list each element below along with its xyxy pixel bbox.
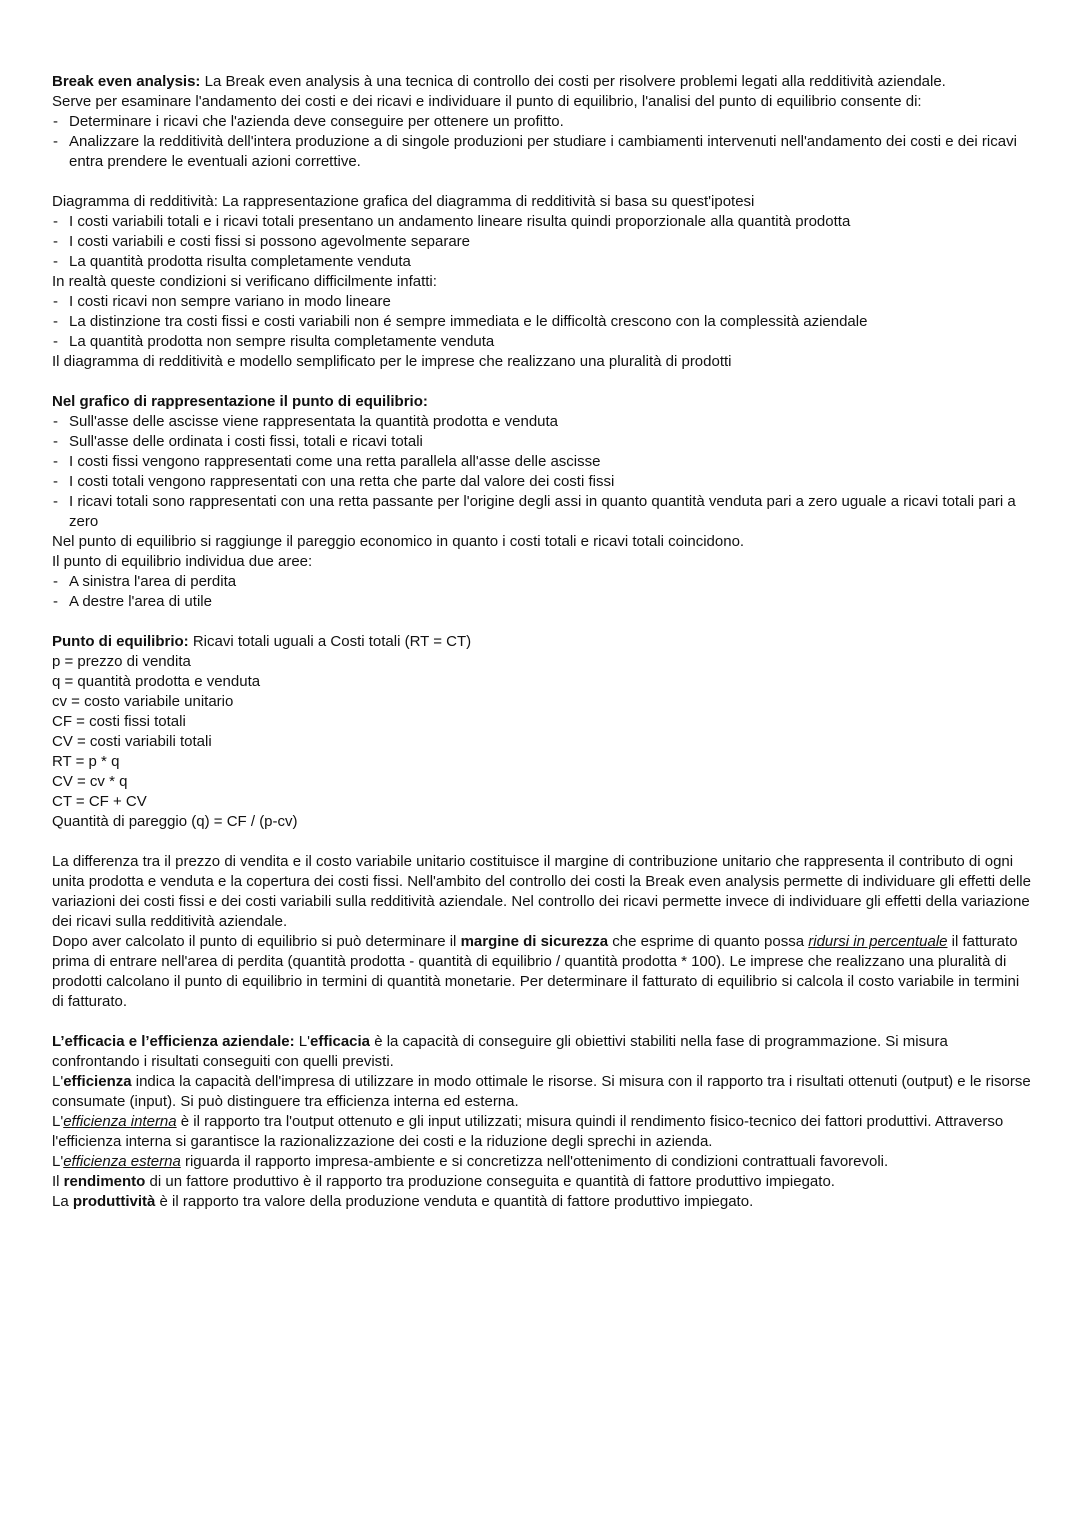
- paragraph: [52, 632, 1032, 652]
- bullet-item: [52, 332, 1032, 352]
- bullet-dash-icon: -: [53, 493, 58, 510]
- text: Serve per esaminare l'andamento dei costi e dei ricavi e individuare il punto di equilibrio, l'analisi del punto di equilibrio consente di:: [52, 93, 922, 110]
- paragraph: [52, 692, 1032, 712]
- text: CV = costi variabili totali: [52, 733, 212, 750]
- section-margine-contribuzione: [52, 852, 1032, 1012]
- bullet-dash-icon: -: [53, 473, 58, 490]
- bullet-item: [52, 452, 1032, 472]
- paragraph: [52, 552, 1032, 572]
- text: La quantità prodotta risulta completamente venduta: [69, 253, 411, 270]
- text: Sull'asse delle ascisse viene rappresentata la quantità prodotta e venduta: [69, 413, 559, 430]
- text: I costi totali vengono rappresentati con una retta che parte dal valore dei costi fissi: [69, 473, 615, 490]
- text: è il rapporto tra l'output ottenuto e gli input utilizzati; misura quindi il rendimento fisico-tecnico dei fattori produttivi. Attraverso l'efficienza interna si garantisce la razionalizzazione dei costi e la riduzione degli sprechi in azienda.: [52, 1113, 1004, 1150]
- bullet-item: [52, 312, 1032, 332]
- text: è il rapporto tra valore della produzione venduta e quantità di fattore produttivo impiegato.: [155, 1193, 754, 1210]
- paragraph: [52, 812, 1032, 832]
- bullet-dash-icon: -: [53, 413, 58, 430]
- text: L': [52, 1153, 64, 1170]
- bullet-dash-icon: -: [53, 253, 58, 270]
- text: Quantità di pareggio (q) = CF / (p-cv): [52, 813, 298, 830]
- paragraph: [52, 1192, 1032, 1212]
- bullet-dash-icon: -: [53, 213, 58, 230]
- text: indica la capacità dell'impresa di utilizzare in modo ottimale le risorse. Si misura con il rapporto tra i risultati ottenuti (output) e le risorse consumate (input). Si può distinguere tra efficienza interna ed esterna.: [52, 1073, 1031, 1110]
- text: Analizzare la redditività dell'intera produzione a di singole produzioni per studiare i cambiamenti intervenuti nell'andamento dei costi e dei ricavi entra prendere le eventuali azioni correttive.: [69, 133, 1017, 170]
- section-efficacia-efficienza: [52, 1032, 1032, 1212]
- paragraph: [52, 732, 1032, 752]
- paragraph: [52, 272, 1032, 292]
- text: cv = costo variabile unitario: [52, 693, 234, 710]
- text: Dopo aver calcolato il punto di equilibrio si può determinare il: [52, 933, 461, 950]
- bullet-dash-icon: -: [53, 593, 58, 610]
- text: Il punto di equilibrio individua due aree:: [52, 553, 313, 570]
- text: Determinare i ricavi che l'azienda deve conseguire per ottenere un profitto.: [69, 113, 564, 130]
- paragraph: [52, 1032, 1032, 1072]
- paragraph: [52, 1112, 1032, 1152]
- paragraph: [52, 1152, 1032, 1172]
- bullet-dash-icon: -: [53, 233, 58, 250]
- section-diagramma-redditivita: [52, 192, 1032, 372]
- text: L': [52, 1073, 64, 1090]
- text: La differenza tra il prezzo di vendita e il costo variabile unitario costituisce il margine di contribuzione unitario che rappresenta il contributo di ogni unita prodotta e venduta e la copertura dei costi fissi. Nell'ambito del controllo dei costi la Break even analysis permette di individuare gli effetti delle variazioni dei costi fissi e dei costi variabili sulla redditività aziendale. Nel controllo dei ricavi permette invece di individuare gli effetti della variazione dei ricavi sulla redditività aziendale.: [52, 853, 1031, 930]
- bullet-item: [52, 572, 1032, 592]
- bullet-item: [52, 132, 1032, 172]
- bullet-dash-icon: -: [53, 573, 58, 590]
- text: I costi variabili e costi fissi si possono agevolmente separare: [69, 233, 471, 250]
- text: che esprime di quanto possa: [608, 933, 809, 950]
- text: La quantità prodotta non sempre risulta completamente venduta: [69, 333, 495, 350]
- paragraph: [52, 1172, 1032, 1192]
- text: I costi fissi vengono rappresentati come una retta parallela all'asse delle ascisse: [69, 453, 601, 470]
- bullet-item: [52, 492, 1032, 532]
- text: riguarda il rapporto impresa-ambiente e si concretizza nell'ottenimento di condizioni contrattuali favorevoli.: [180, 1153, 889, 1170]
- paragraph: [52, 932, 1032, 1012]
- text: di un fattore produttivo è il rapporto tra produzione conseguita e quantità di fattore produttivo impiegato.: [145, 1173, 835, 1190]
- paragraph: [52, 752, 1032, 772]
- text: CV = cv * q: [52, 773, 128, 790]
- paragraph: [52, 192, 1032, 212]
- emphasized-text: efficienza interna: [63, 1113, 177, 1130]
- text: è la capacità di conseguire gli obiettivi stabiliti nella fase di programmazione. Si misura confrontando i risultati conseguiti con quelli previsti.: [52, 1033, 948, 1070]
- paragraph: [52, 772, 1032, 792]
- paragraph: [52, 92, 1032, 112]
- bullet-dash-icon: -: [53, 433, 58, 450]
- bold-text: Break even analysis:: [52, 73, 201, 90]
- text: La distinzione tra costi fissi e costi variabili non é sempre immediata e le difficoltà crescono con la complessità aziendale: [69, 313, 868, 330]
- bullet-item: [52, 112, 1032, 132]
- text: L': [294, 1033, 310, 1050]
- paragraph: [52, 672, 1032, 692]
- bold-text: efficienza: [63, 1073, 132, 1090]
- bold-text: L’efficacia e l’efficienza aziendale:: [52, 1033, 295, 1050]
- section-break-even-analysis: [52, 72, 1032, 172]
- bullet-item: [52, 472, 1032, 492]
- bold-text: Nel grafico di rappresentazione il punto di equilibrio:: [52, 393, 428, 410]
- bullet-item: [52, 292, 1032, 312]
- text: La: [52, 1193, 73, 1210]
- bullet-dash-icon: -: [53, 333, 58, 350]
- bullet-item: [52, 252, 1032, 272]
- paragraph: [52, 792, 1032, 812]
- bullet-item: [52, 212, 1032, 232]
- text: Sull'asse delle ordinata i costi fissi, totali e ricavi totali: [69, 433, 423, 450]
- paragraph: [52, 1072, 1032, 1112]
- bullet-dash-icon: -: [53, 133, 58, 150]
- paragraph: [52, 72, 1032, 92]
- bullet-item: [52, 412, 1032, 432]
- bullet-dash-icon: -: [53, 453, 58, 470]
- emphasized-text: efficienza esterna: [63, 1153, 181, 1170]
- bullet-dash-icon: -: [53, 113, 58, 130]
- text: Ricavi totali uguali a Costi totali (RT = CT): [188, 633, 472, 650]
- section-grafico-punto-equilibrio: [52, 392, 1032, 612]
- paragraph: [52, 652, 1032, 672]
- text: La Break even analysis à una tecnica di controllo dei costi per risolvere problemi legati alla redditività aziendale.: [200, 73, 946, 90]
- bullet-dash-icon: -: [53, 313, 58, 330]
- section-punto-equilibrio-formule: [52, 632, 1032, 832]
- bold-text: produttività: [72, 1193, 156, 1210]
- bullet-item: [52, 432, 1032, 452]
- bold-text: margine di sicurezza: [460, 933, 609, 950]
- emphasized-text: ridursi in percentuale: [808, 933, 948, 950]
- text: il fatturato prima di entrare nell'area di perdita (quantità prodotta - quantità di equilibrio / quantità prodotta * 100). Le imprese che realizzano una pluralità di prodotti calcolano il punto di equilibrio in termini di quantità monetarie. Per determinare il fatturato di equilibrio si calcola il costo variabile in termini di fatturato.: [52, 933, 1020, 1010]
- text: Il: [52, 1173, 64, 1190]
- paragraph: [52, 532, 1032, 552]
- text: In realtà queste condizioni si verificano difficilmente infatti:: [52, 273, 437, 290]
- text: q = quantità prodotta e venduta: [52, 673, 261, 690]
- text: A destre l'area di utile: [69, 593, 212, 610]
- text: I costi variabili totali e i ricavi totali presentano un andamento lineare risulta quindi proporzionale alla quantità prodotta: [69, 213, 851, 230]
- bold-text: rendimento: [63, 1173, 146, 1190]
- bullet-dash-icon: -: [53, 293, 58, 310]
- text: L': [52, 1113, 64, 1130]
- text: A sinistra l'area di perdita: [69, 573, 237, 590]
- text: I costi ricavi non sempre variano in modo lineare: [69, 293, 391, 310]
- text: I ricavi totali sono rappresentati con una retta passante per l'origine degli assi in quanto quantità venduta pari a zero uguale a ricavi totali pari a zero: [69, 493, 1016, 530]
- paragraph: [52, 712, 1032, 732]
- text: p = prezzo di vendita: [52, 653, 191, 670]
- bold-text: efficacia: [309, 1033, 371, 1050]
- paragraph: [52, 352, 1032, 372]
- bullet-item: [52, 592, 1032, 612]
- paragraph: [52, 392, 1032, 412]
- text: CF = costi fissi totali: [52, 713, 186, 730]
- text: Il diagramma di redditività e modello semplificato per le imprese che realizzano una pluralità di prodotti: [52, 353, 732, 370]
- bullet-item: [52, 232, 1032, 252]
- bold-text: Punto di equilibrio:: [52, 633, 189, 650]
- document-page: [52, 72, 1032, 1232]
- text: Nel punto di equilibrio si raggiunge il pareggio economico in quanto i costi totali e ricavi totali coincidono.: [52, 533, 745, 550]
- text: Diagramma di redditività: La rappresentazione grafica del diagramma di redditività si basa su quest'ipotesi: [52, 193, 755, 210]
- text: CT = CF + CV: [52, 793, 147, 810]
- text: RT = p * q: [52, 753, 120, 770]
- paragraph: [52, 852, 1032, 932]
